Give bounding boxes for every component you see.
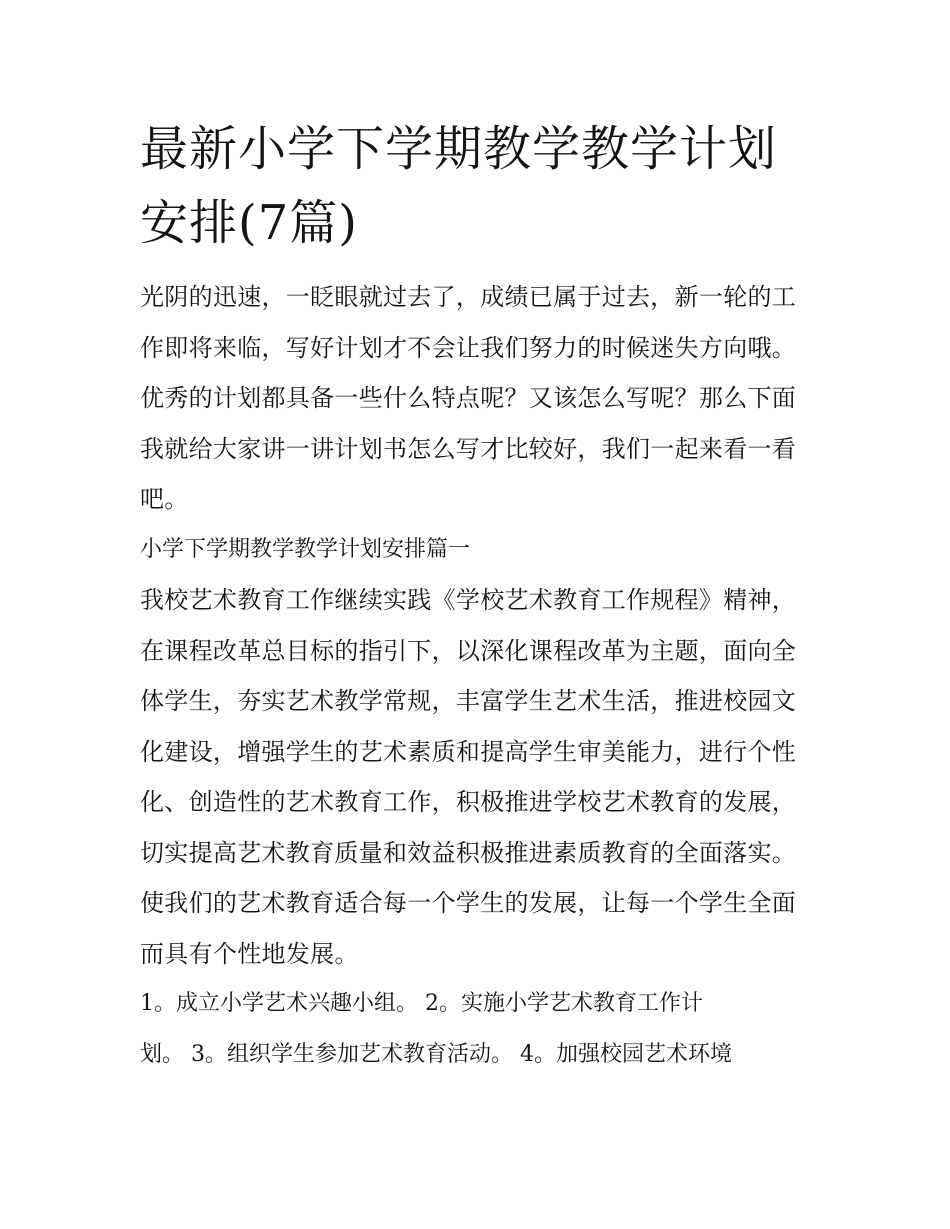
document-title: 最新小学下学期教学教学计划安排(7篇) (140, 121, 778, 251)
intro-paragraph: 光阴的迅速，一眨眼就过去了，成绩已属于过去，新一轮的工作即将来临，写好计划才不会让我们努力的时候迷失方向哦。优秀的计划都具备一些什么特点呢？又该怎么写呢？那么下面我就给大家讲一讲计划书怎么写才比较好，我们一起来看一看吧。 (140, 283, 797, 513)
document-page (140, 112, 816, 1080)
list-line: 1。成立小学艺术兴趣小组。 2。实施小学艺术教育工作计 (140, 991, 703, 1016)
list-line: 划。 3。组织学生参加艺术教育活动。 4。加强校园艺术环境 (140, 1041, 732, 1067)
section-paragraph: 我校艺术教育工作继续实践《学校艺术教育工作规程》精神，在课程改革总目标的指引下，以深化课程改革为主题，面向全体学生，夯实艺术教学常规，丰富学生艺术生活，推进校园文化建设，增强学生的艺术素质和提高学生审美能力，进行个性化、创造性的艺术教育工作，积极推进学校艺术教育的发展，切实提高艺术教育质量和效益积极推进素质教育的全面落实。使我们的艺术教育适合每一个学生的发展，让每一个学生全面而具有个性地发展。 (140, 586, 797, 968)
section-heading: 小学下学期教学教学计划安排篇一 (140, 536, 471, 562)
